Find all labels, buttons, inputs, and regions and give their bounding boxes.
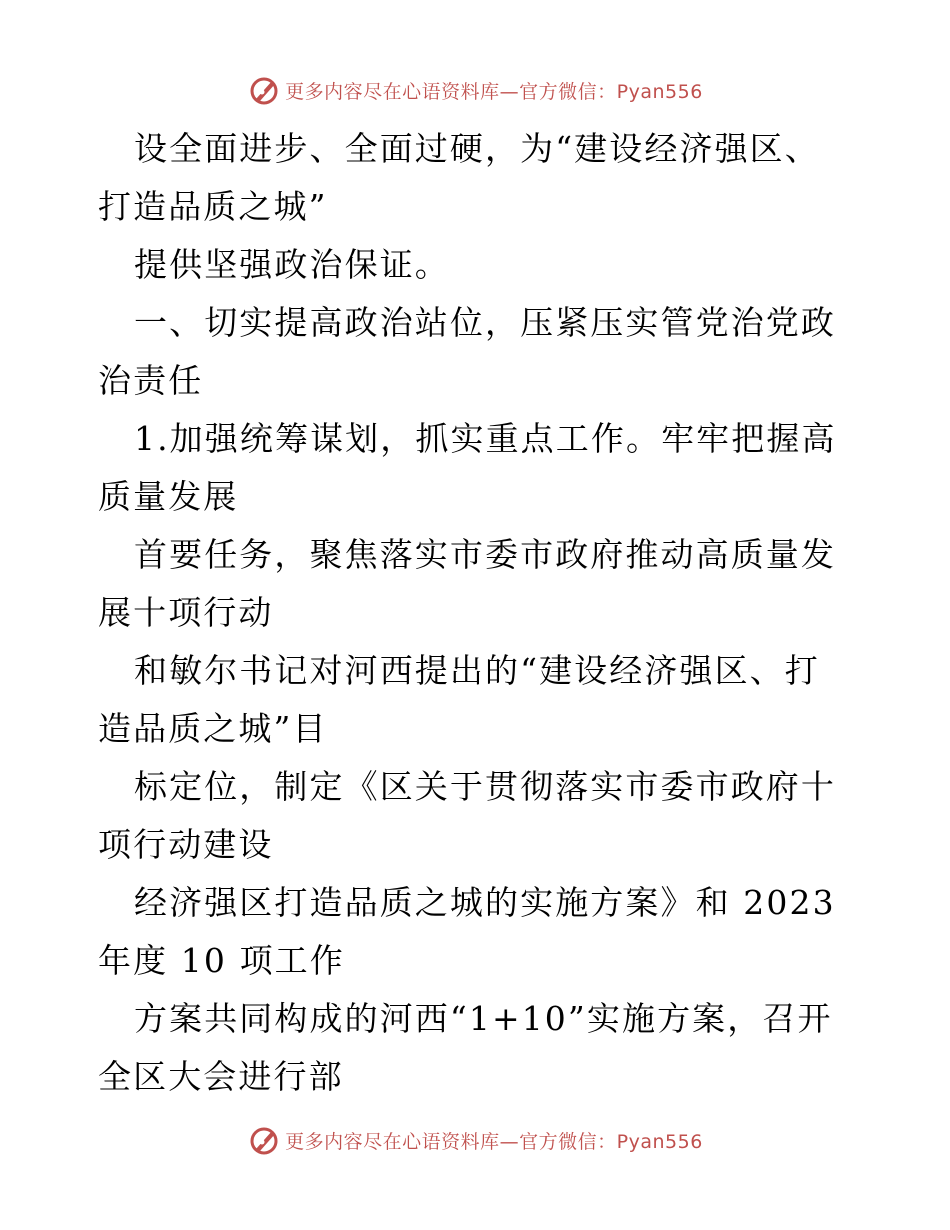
- paragraph: 首要任务，聚焦落实市委市政府推动高质量发展十项行动: [98, 535, 836, 632]
- footer-watermark-text: 更多内容尽在心语资料库—官方微信：Pyan556: [285, 1130, 703, 1153]
- document-body: [98, 120, 854, 1106]
- quill-logo-icon: [247, 73, 281, 107]
- header-watermark-inner: [247, 73, 703, 107]
- header-watermark-text: 更多内容尽在心语资料库—官方微信：Pyan556: [285, 80, 703, 103]
- paragraph: 一、切实提高政治站位，压紧压实管党治党政治责任: [98, 303, 836, 400]
- paragraph: 1.加强统筹谋划，抓实重点工作。牢牢把握高质量发展: [98, 419, 837, 516]
- header-watermark: [0, 70, 950, 110]
- quill-logo-icon: [247, 1123, 281, 1157]
- footer-watermark: [0, 1120, 950, 1160]
- paragraph: 经济强区打造品质之城的实施方案》和 2023 年度 10 项工作: [98, 883, 836, 980]
- paragraph: 方案共同构成的河西“1+10”实施方案，召开全区大会进行部: [98, 999, 833, 1096]
- paragraph: 设全面进步、全面过硬，为“建设经济强区、打造品质之城”: [98, 129, 820, 226]
- paragraph: 标定位，制定《区关于贯彻落实市委市政府十项行动建设: [98, 767, 836, 864]
- paragraph: 和敏尔书记对河西提出的“建设经济强区、打造品质之城”目: [98, 651, 820, 748]
- footer-watermark-inner: [247, 1123, 703, 1157]
- paragraph: 提供坚强政治保证。: [134, 245, 450, 284]
